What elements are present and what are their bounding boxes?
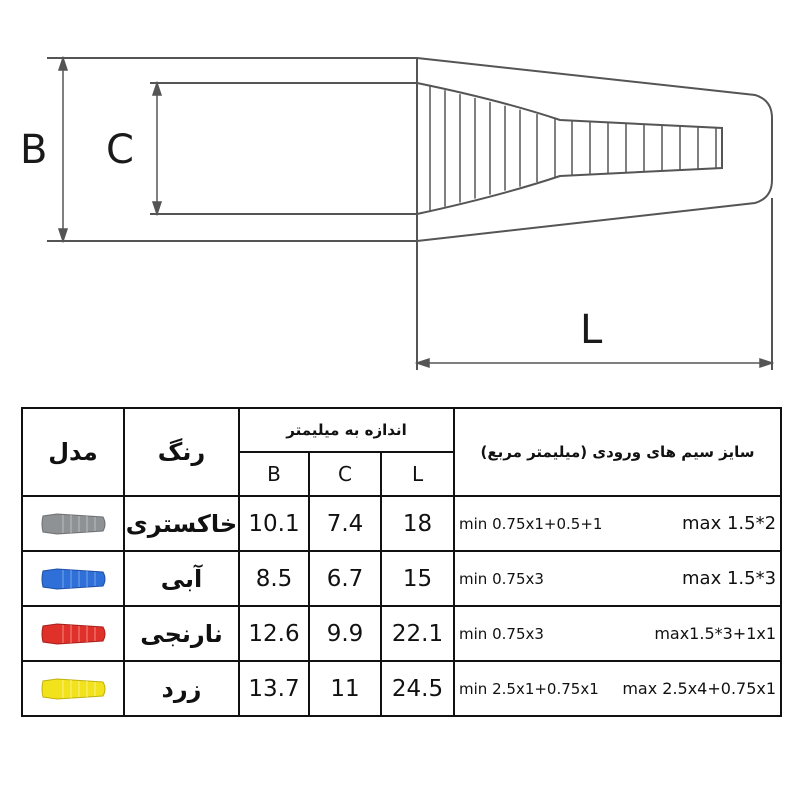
- connector-outline: [47, 58, 772, 370]
- wire-min: min 0.75x1+0.5+1: [459, 514, 603, 533]
- wire-size-cell: [454, 496, 781, 551]
- subheader-c: C: [309, 452, 381, 496]
- wire-size-cell: [454, 661, 781, 716]
- wire-max: max 2.5x4+0.75x1: [622, 679, 777, 698]
- wire-max: max 1.5*3: [682, 568, 777, 589]
- header-row: [22, 408, 781, 452]
- dimension-l: [417, 359, 772, 367]
- wire-max: max1.5*3+1x1: [654, 624, 777, 643]
- subheader-l: L: [381, 452, 454, 496]
- model-cell: [22, 606, 124, 661]
- header-size-mm: اندازه به میلیمتر: [239, 408, 454, 452]
- color-name: خاکستری: [124, 496, 239, 551]
- wire-min: min 0.75x3: [459, 624, 544, 643]
- table-row: [22, 496, 781, 551]
- value-c: 9.9: [309, 606, 381, 661]
- value-b: 13.7: [239, 661, 309, 716]
- wire-min: min 0.75x3: [459, 569, 544, 588]
- value-c: 6.7: [309, 551, 381, 606]
- table-row: [22, 551, 781, 606]
- label-b: B: [20, 127, 48, 173]
- value-b: 10.1: [239, 496, 309, 551]
- model-cell: [22, 551, 124, 606]
- model-cell: [22, 661, 124, 716]
- blue-connector-icon: [37, 562, 109, 596]
- red-connector-icon: [37, 617, 109, 651]
- value-l: 22.1: [381, 606, 454, 661]
- dimension-b: [59, 58, 67, 241]
- value-l: 24.5: [381, 661, 454, 716]
- value-c: 7.4: [309, 496, 381, 551]
- yellow-connector-icon: [37, 672, 109, 706]
- color-name: آبی: [124, 551, 239, 606]
- spec-table: [21, 407, 782, 717]
- value-l: 15: [381, 551, 454, 606]
- color-name: زرد: [124, 661, 239, 716]
- dimension-c: [153, 83, 161, 214]
- gray-connector-icon: [37, 507, 109, 541]
- label-c: C: [106, 127, 134, 173]
- value-l: 18: [381, 496, 454, 551]
- color-name: نارنجی: [124, 606, 239, 661]
- table-row: [22, 606, 781, 661]
- wire-min: min 2.5x1+0.75x1: [459, 679, 599, 698]
- value-b: 8.5: [239, 551, 309, 606]
- wire-max: max 1.5*2: [682, 513, 777, 534]
- subheader-b: B: [239, 452, 309, 496]
- wire-size-cell: [454, 606, 781, 661]
- value-b: 12.6: [239, 606, 309, 661]
- wire-size-cell: [454, 551, 781, 606]
- label-l: L: [580, 307, 603, 353]
- header-wire-size: سایز سیم های ورودی (میلیمتر مربع): [454, 408, 781, 496]
- model-cell: [22, 496, 124, 551]
- table-row: [22, 661, 781, 716]
- header-color: رنگ: [124, 408, 239, 496]
- thread-lines: [430, 86, 716, 210]
- value-c: 11: [309, 661, 381, 716]
- header-model: مدل: [22, 408, 124, 496]
